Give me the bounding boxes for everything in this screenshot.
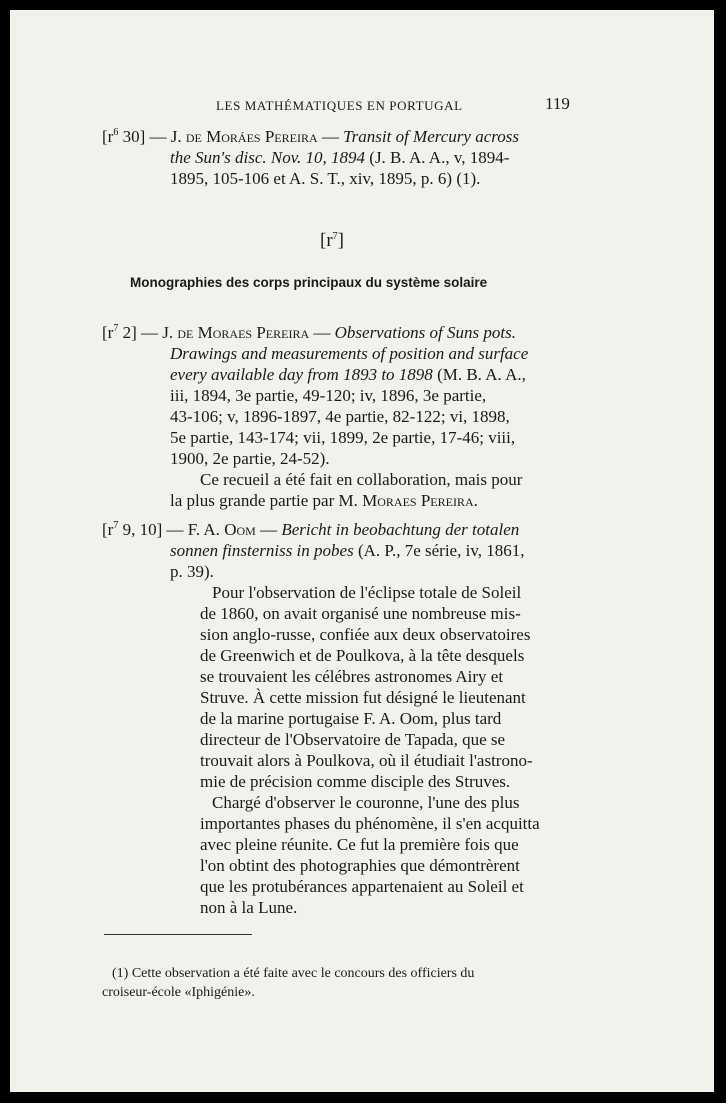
entry-ref: [$r^7$ 2] xyxy=(102,323,137,342)
section-label: $[r^7]$ xyxy=(320,230,344,251)
entry-title: Observations of Suns pots. xyxy=(334,323,516,342)
author-name: Moraes Pereira xyxy=(197,323,310,342)
entry-line: 1895, 105-106 et A. S. T., xiv, 1895, p. 6) (1). xyxy=(170,169,481,188)
paragraph-line: se trouvaient les célébres astronomes Airy et xyxy=(200,667,504,686)
paragraph-line: de la marine portugaise F. A. Oom, plus tard xyxy=(200,709,502,728)
entry-line: 5e partie, 143-174; vii, 1899, 2e partie, 17-46; viii, xyxy=(170,428,516,447)
entry-line: [$r^7$ 2] — J. de Moraes Pereira — Observations of Suns pots. xyxy=(102,323,516,342)
book-page xyxy=(10,10,714,1092)
paragraph-line: Pour l'observation de l'éclipse totale de Soleil xyxy=(212,583,522,602)
bibliography-entry xyxy=(10,10,714,917)
paragraph-line: de 1860, on avait organisé une nombreuse mis- xyxy=(200,604,521,623)
entry-line: 1900, 2e partie, 24-52). xyxy=(170,449,330,468)
footnote-rule xyxy=(104,934,252,935)
entry-note: la plus grande partie par M. Moraes Pereira. xyxy=(170,491,478,510)
entry-ref: [$r^7$ 9, 10] xyxy=(102,520,163,539)
author-name: Moráes Pereira xyxy=(206,127,318,146)
paragraph-line: importantes phases du phénomène, il s'en acquitta xyxy=(200,814,540,833)
paragraph-line: non à la Lune. xyxy=(200,898,298,917)
paragraph-line: sion anglo-russe, confiée aux deux observatoires xyxy=(200,625,531,644)
paragraph-line: Struve. À cette mission fut désigné le lieutenant xyxy=(200,688,526,707)
footnote-line: croiseur-école «Iphigénie». xyxy=(102,985,255,1000)
entry-line: p. 39). xyxy=(170,562,214,581)
paragraph-line: avec pleine réunite. Ce fut la première fois que xyxy=(200,835,519,854)
entry-line: iii, 1894, 3e partie, 49-120; iv, 1896, 3e partie, xyxy=(170,386,487,405)
paragraph-line: mie de précision comme disciple des Struves. xyxy=(200,772,511,791)
entry-line: 43-106; v, 1896-1897, 4e partie, 82-122; vi, 1898, xyxy=(170,407,510,426)
entry-ref: [$r^6$ 30] xyxy=(102,127,146,146)
entry-title: Bericht in beobachtung der totalen xyxy=(281,520,520,539)
section-title: Monographies des corps principaux du système solaire xyxy=(130,275,488,290)
paragraph-line: de Greenwich et de Poulkova, à la tête desquels xyxy=(200,646,525,665)
entry-line: [$r^6$ 30] — J. de Moráes Pereira — Transit of Mercury across xyxy=(102,127,519,146)
footnote-line: (1) Cette observation a été faite avec le concours des officiers du xyxy=(112,966,475,981)
entry-title: Transit of Mercury across xyxy=(343,127,519,146)
page-number: 119 xyxy=(545,94,570,113)
author-name: Oom xyxy=(224,520,256,539)
entry-line: [$r^7$ 9, 10] — F. A. Oom — Bericht in beobachtung der totalen xyxy=(102,520,520,539)
entry-line: the Sun's disc. Nov. 10, 1894 (J. B. A. A., v, 1894- xyxy=(170,148,510,167)
paragraph-line: que les protubérances appartenaient au Soleil et xyxy=(200,877,524,896)
entry-note: Ce recueil a été fait en collaboration, mais pour xyxy=(200,470,523,489)
paragraph-line: l'on obtint des photographies que démontrèrent xyxy=(200,856,520,875)
running-title: LES MATHÉMATIQUES EN PORTUGAL xyxy=(216,98,463,113)
entry-line: every available day from 1893 to 1898 (M. B. A. A., xyxy=(170,365,526,384)
paragraph-line: trouvait alors à Poulkova, où il étudiait l'astrono- xyxy=(200,751,533,770)
entry-line: Drawings and measurements of position and surface xyxy=(170,344,529,363)
paragraph-line: Chargé d'observer le couronne, l'une des plus xyxy=(212,793,520,812)
paragraph-line: directeur de l'Observatoire de Tapada, que se xyxy=(200,730,506,749)
entry-line: sonnen finsterniss in pobes (A. P., 7e série, iv, 1861, xyxy=(170,541,525,560)
